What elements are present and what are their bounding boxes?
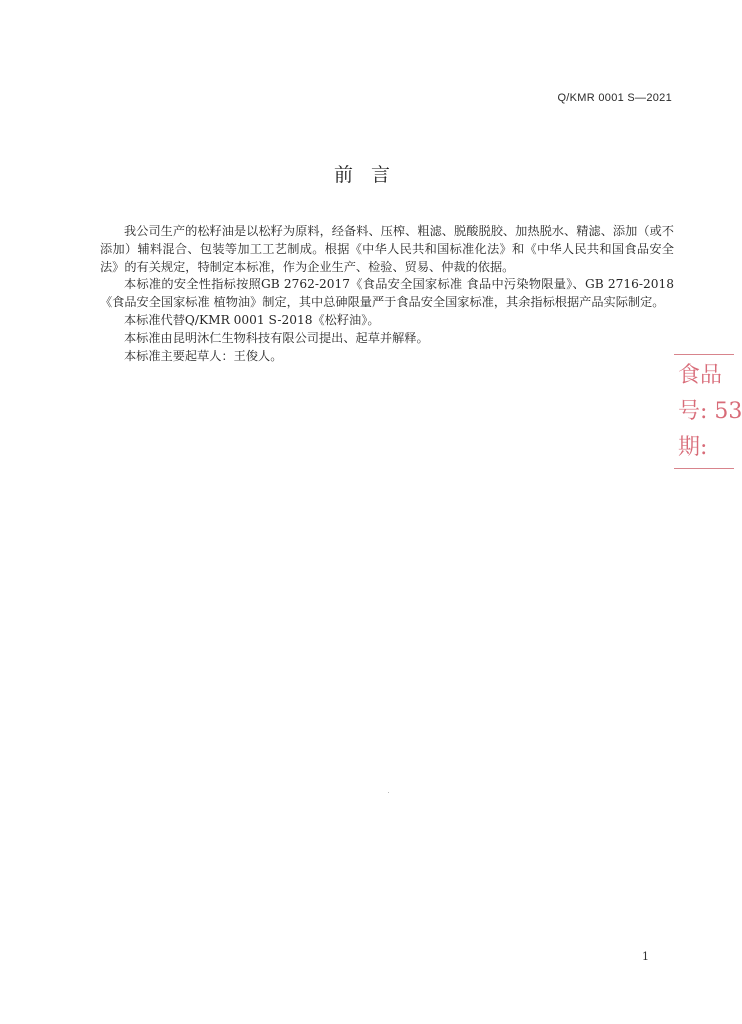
page-number: 1 bbox=[642, 950, 649, 963]
stamp-line-1: 食品 bbox=[678, 363, 723, 388]
paragraph-safety-indicators: 本标准的安全性指标按照GB 2762-2017《食品安全国家标准 食品中污染物限量》、GB 2716-2018《食品安全国家标准 植物油》制定，其中总砷限量严于食品安全国家标准，其余指标根据产品实际制定。 bbox=[100, 277, 674, 310]
paragraph-drafter: 本标准主要起草人：王俊人。 bbox=[124, 348, 283, 363]
foreword-body bbox=[100, 223, 674, 365]
stamp-top-rule bbox=[674, 354, 734, 355]
paragraph-production: 我公司生产的松籽油是以松籽为原料，经备料、压榨、粗滤、脱酸脱胶、加热脱水、精滤、添加（或不添加）辅料混合、包装等加工工艺制成。根据《中华人民共和国标准化法》和《中华人民共和国食品安全法》的有关规定，特制定本标准，作为企业生产、检验、贸易、仲裁的依据。 bbox=[100, 224, 674, 274]
document-code: Q/KMR 0001 S—2021 bbox=[557, 92, 672, 104]
stamp-line-3: 期: bbox=[678, 435, 708, 460]
stamp-line-2: 号: 53 bbox=[678, 399, 742, 424]
scan-speck bbox=[388, 792, 389, 793]
page-title: 前言 bbox=[333, 164, 408, 186]
filing-stamp bbox=[674, 352, 742, 474]
paragraph-replacement: 本标准代替Q/KMR 0001 S-2018《松籽油》。 bbox=[124, 312, 380, 327]
stamp-bottom-rule bbox=[674, 468, 734, 469]
paragraph-proposer: 本标准由昆明沐仁生物科技有限公司提出、起草并解释。 bbox=[124, 330, 429, 345]
